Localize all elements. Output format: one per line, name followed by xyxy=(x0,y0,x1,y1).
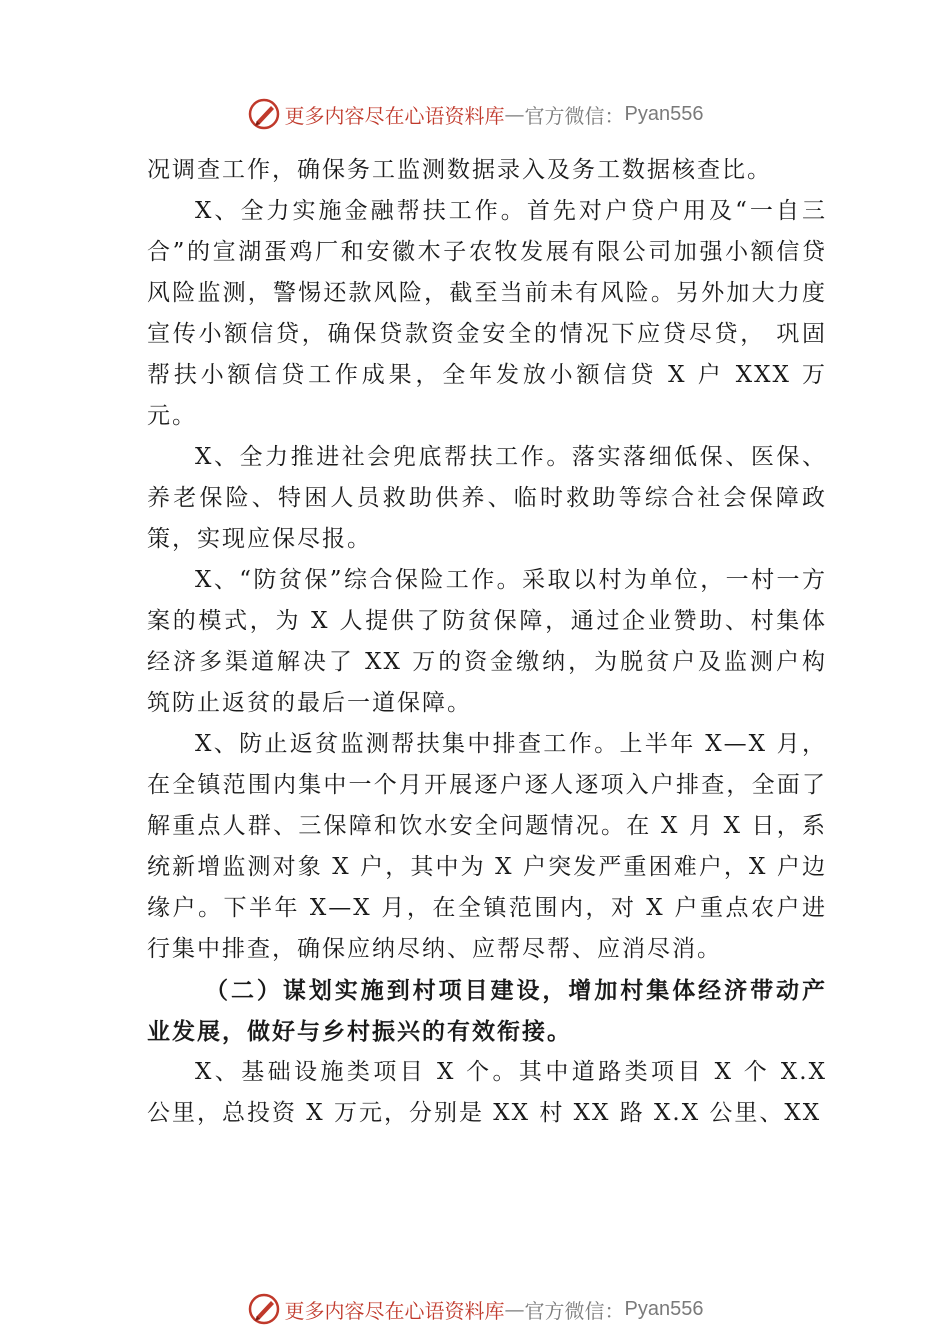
footer-dash: — xyxy=(504,1297,525,1321)
paragraph-1: 况调查工作，确保务工监测数据录入及务工数据核查比。 xyxy=(147,157,772,183)
header-library-text: 更多内容尽在心语资料库 xyxy=(284,103,505,128)
header-banner xyxy=(0,94,950,134)
pen-logo-icon xyxy=(247,1292,281,1326)
section-heading-2: （二）谋划实施到村项目建设，增加村集体经济带动产业发展，做好与乡村振兴的有效衔接。 xyxy=(147,977,827,1045)
header-wechat-handle: Pyan556 xyxy=(624,102,704,125)
paragraph-7: X、基础设施类项目 X 个。其中道路类项目 X 个 X.X 公里，总投资 X 万元，分别是 XX 村 XX 路 X.X 公里、XX xyxy=(147,1059,827,1126)
document-body xyxy=(147,150,827,1134)
header-wechat-label: 官方微信： xyxy=(524,103,625,128)
paragraph-4: X、“防贫保”综合保险工作。采取以村为单位，一村一方案的模式，为 X 人提供了防贫保障，通过企业赞助、村集体经济多渠道解决了 XX 万的资金缴纳，为脱贫户及监测户构筑防止返贫的最后一道保障。 xyxy=(147,567,827,716)
paragraph-2: X、全力实施金融帮扶工作。首先对户贷户用及“一自三合”的宣湖蛋鸡厂和安徽木子农牧发展有限公司加强小额信贷风险监测，警惕还款风险，截至当前未有风险。另外加大力度宣传小额信贷，确保贷款资金安全的情况下应贷尽贷， 巩固帮扶小额信贷工作成果，全年发放小额信贷 X 户 XXX 万元。 xyxy=(147,198,827,429)
paragraph-3: X、全力推进社会兜底帮扶工作。落实落细低保、医保、养老保险、特困人员救助供养、临时救助等综合社会保障政策，实现应保尽报。 xyxy=(147,444,827,552)
paragraph-5: X、防止返贫监测帮扶集中排查工作。上半年 X—X 月，在全镇范围内集中一个月开展逐户逐人逐项入户排查，全面了解重点人群、三保障和饮水安全问题情况。在 X 月 X 日，系统新增监测对象 X 户，其中为 X 户突发严重困难户，X 户边缘户。下半年 X—X 月，在全镇范围内，对 X 户重点农户进行集中排查，确保应纳尽纳、应帮尽帮、应消尽消。 xyxy=(147,731,827,962)
footer-wechat-handle: Pyan556 xyxy=(624,1297,704,1320)
footer-wechat-label: 官方微信： xyxy=(524,1298,625,1323)
footer-banner xyxy=(0,1289,950,1329)
pen-logo-icon xyxy=(247,97,281,131)
header-dash: — xyxy=(504,102,525,126)
footer-library-text: 更多内容尽在心语资料库 xyxy=(284,1298,505,1323)
